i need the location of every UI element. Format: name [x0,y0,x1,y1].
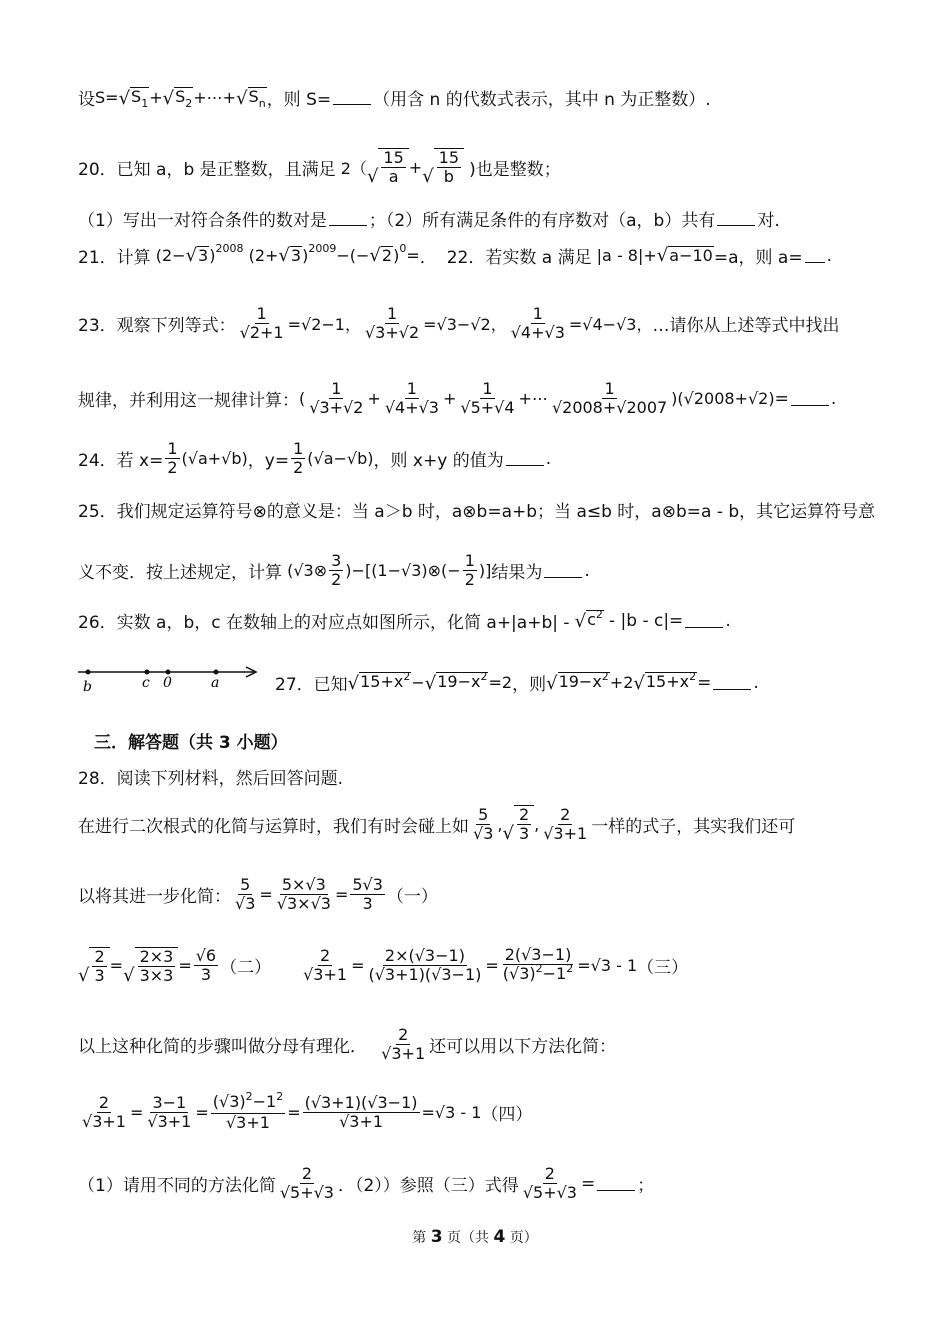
q28-tag-4: （四） [481,1105,533,1125]
footer-total: 4 [493,1227,506,1247]
q26-end: - |b - c|= [608,610,684,631]
q28-tag-1: （一） [386,887,438,907]
q22-blank[interactable] [805,248,825,263]
q19-then: ，则 S= [266,90,332,110]
q28-text-7: （1）请用不同的方法化简 [78,1176,276,1196]
q28-text-2: 在进行二次根式的化简与运算时，我们有时会碰上如 [78,816,469,837]
q24-text-end: ，则 x+y 的值为 [373,451,504,471]
footer-page: 3 [430,1227,443,1247]
q20-text: 20．已知 a，b 是正整数，且满足 [78,159,336,180]
q19-line [78,85,711,110]
q20-sub1: （1）写出一对符合条件的数对是 [78,211,327,231]
label-b: b [83,679,92,695]
q20-sub-line [78,206,780,231]
q28-line-3 [78,876,438,913]
q20-line [78,148,561,186]
q25-line-2: 义不变．按上述规定，计算 (√3⊗ $\frac{3}{2}$ )−[(1−√3)⊗(− $\frac{1}{2}$ )] 结果为 . [78,551,590,589]
q25-text-3: 结果为 [491,563,543,583]
q21-line [78,243,832,268]
q28-line-1 [78,764,343,789]
q20-blank-2[interactable] [717,211,755,226]
page-footer [0,1227,950,1247]
q28-text-5: 以上这种化简的步骤叫做分母有理化． [78,1037,367,1057]
q23-text-3: 规律，并利用这一规律计算： [78,391,299,411]
q28-text-4: 以将其进一步化简： [78,887,231,907]
q19-prefix: 设 [78,90,95,110]
q28-text-8: ．（2））参照（三）式得 [337,1176,519,1196]
q19-tail: （用含 n 的代数式表示，其中 n 为正整数）. [373,90,711,110]
label-c: c [142,675,150,691]
q25-formula: (√3⊗ $\frac{3}{2}$ )−[(1−√3)⊗(− $\frac{1}{2}$ )] [282,551,492,589]
q20-sub3: 对. [757,211,780,231]
q27-line: 27．已知 √ $15+x^2$ − √ $19-x^2$ =2 ，则 √ $19-x^2$ +2 √ $15+x^2$ = . [275,670,759,695]
section-heading [94,728,288,753]
q28-step-3: $\frac{2}{√3+1}$ = $\frac{2\times(√3-1)}{(√3+1)(√3-1)}$ = $\frac{2(√3-1)}{(√3)^2-1^2}$ =√3 - 1 [303,945,638,984]
q20-sub2: ；（2）所有满足条件的有序数对（a，b）共有 [368,211,716,231]
number-line [76,660,261,700]
q28-eq: = [580,1173,596,1194]
q28-text-3: 一样的式子，其实我们还可 [591,816,796,837]
q25-blank[interactable] [544,563,582,578]
q20-formula: 2（ √ $\frac{15}{a}$ + √ $\frac{15}{b}$ [336,148,469,186]
q28-text-1: 28．阅读下列材料，然后回答问题. [78,769,344,789]
q28-line-7 [78,1165,654,1202]
q28-line-4 [78,946,688,985]
q23-text-2: …请你从上述等式中找出 [652,316,840,336]
q23-line-2: 规律，并利用这一规律计算： ( $\frac{1}{√3+√2}$ + $\frac{1}{√4+√3}$ + $\frac{1}{√5+√4}$ +⋯ $\frac{1}{√2008+√2007}$ )(√2008+√2) = . [78,379,837,417]
q24-line: 24．若 x= $\frac{1}{2}$ (√a+√b) ，y= $\frac{1}{2}$ (√a−√b) ，则 x+y 的值为 . [78,439,552,477]
q24-blank[interactable] [506,451,544,466]
q28-step-1: $\frac{5}{√3}$ = $\frac{5\times√3}{√3\times√3}$ = $\frac{5√3}{3}$ [235,875,383,913]
section-heading-text: 三．解答题（共 3 小题） [94,733,288,753]
q28-text-6: 还可以用以下方法化简： [429,1037,617,1057]
q20-text-end: )也是整数； [469,159,561,180]
q24-y-formula: $\frac{1}{2}$ (√a−√b) [293,439,374,477]
q28-blank[interactable] [597,1176,635,1191]
q23-end: = [774,388,789,409]
q20-blank-1[interactable] [329,211,367,226]
q25-text-2: 义不变．按上述规定，计算 [78,563,282,583]
q28-line-2 [78,805,795,843]
q23-formula-2: ( $\frac{1}{√3+√2}$ + $\frac{1}{√4+√3}$ + $\frac{1}{√5+√4}$ +⋯ $\frac{1}{√2008+√2007}$ )(√2008+√2) [299,379,775,417]
q28-frac-1: $\frac{2}{√5+√3}$ [279,1164,334,1202]
q28-line-6 [78,1090,533,1132]
q21-formula: (2− √ 3 ) 2008 (2+ √ 3 ) 2009 −(− √ 2 ) 0 = [150,242,420,266]
q28-frac-2: $\frac{2}{√5+√3}$ [522,1164,577,1202]
q26-line: 26．实数 a，b，c 在数轴上的对应点如图所示，化简 a+|a+b| - √ $c^2$ - |b - c|= . [78,608,731,633]
q25-line-1 [78,497,875,522]
q23-formula-1: $\frac{1}{√2+1}$ =√2−1， $\frac{1}{√3+√2}$ =√3−√2， $\frac{1}{√4+√3}$ =√4−√3， [239,304,653,342]
q19-blank[interactable] [333,90,371,105]
q26-formula: √ $c^2$ [574,608,603,632]
q28-line-5 [78,1026,616,1063]
q28-tag-3: （三） [637,958,689,978]
q27-formula-1: √ $15+x^2$ − √ $19-x^2$ =2 [347,670,513,694]
q23-line-1 [78,305,839,342]
footer-pre: 第 [412,1230,427,1246]
q26-text: 26．实数 a，b，c 在数轴上的对应点如图所示，化简 a+|a+b| - [78,613,570,633]
q27-text-2: ，则 [512,675,547,695]
q28-examples: $\frac{5}{√3}$ , √ $\frac{2}{3}$ , $\frac{2}{√3+1}$ [473,804,588,844]
label-0: 0 [163,675,172,691]
q28-frac-ref: $\frac{2}{√3+1}$ [381,1025,426,1063]
q27-end: = [697,672,712,693]
q22-formula: |a - 8|+ √ a−10 [591,245,713,266]
q28-tag-2: （二） [220,958,272,978]
q21-end: ． [419,248,437,268]
q23-text: 23．观察下列等式： [78,316,236,336]
q27-formula-2: √ $19-x^2$ +2 √ $15+x^2$ [546,670,697,694]
q22-end: =a，则 a= [713,248,803,268]
q27-blank[interactable] [713,675,751,690]
q24-text-y: ，y= [247,451,290,471]
q25-text: 25．我们规定运算符号⊗的意义是：当 a＞b 时，a⊗b=a+b；当 a≤b 时，a⊗b=a - b，其它运算符号意 [78,502,876,522]
q24-text: 24．若 x= [78,451,164,471]
q26-blank[interactable] [685,613,723,628]
q28-step-4: $\frac{2}{√3+1}$ = $\frac{3-1}{√3+1}$ = $\frac{(√3)^2-1^2}{√3+1}$ = $\frac{(√3+1)(√3-1)}{√3+1}$ =√3 - 1 [82,1090,482,1132]
footer-mid: 页（共 [447,1230,489,1246]
q22-dot: . [826,245,832,266]
q27-text: 27．已知 [275,675,348,695]
footer-post: 页） [509,1230,538,1246]
label-a: a [211,675,220,691]
q28-step-2: √ $\frac{2}{3}$ = √ $\frac{2\times 3}{3\times 3}$ = $\frac{√6}{3}$ [78,946,217,986]
q19-formula: S= √ $S_1$ + √ $S_2$ +⋯+ √ $S_n$ [95,87,266,110]
q28-end: ； [637,1176,655,1196]
q22-text: 22．若实数 a 满足 [446,248,592,268]
q21-text: 21．计算 [78,248,151,268]
q23-blank[interactable] [791,391,829,406]
q24-x-formula: $\frac{1}{2}$ (√a+√b) [167,439,248,477]
